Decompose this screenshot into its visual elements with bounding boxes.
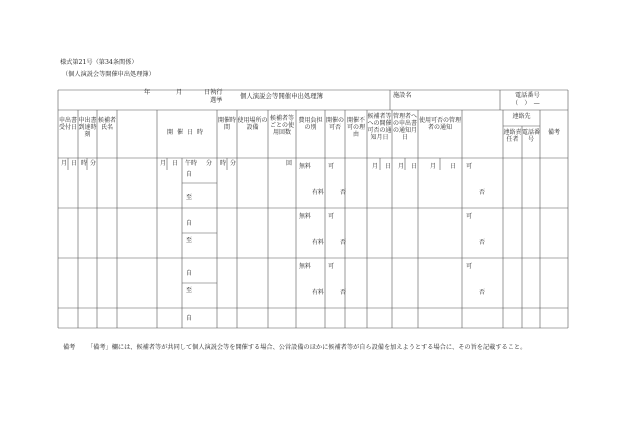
cell-to-r3: 至 [186, 287, 193, 294]
cell-not-ok2-r3: 否 [479, 289, 486, 296]
form-number: 様式第21号（第34条関係） [60, 59, 138, 66]
header-usage-approval: 使用可否の管理者の通知 [418, 117, 461, 131]
cell-free-r3: 無料 [299, 263, 312, 270]
header-contact-phone: 電話番号 [522, 129, 541, 143]
cell-ok-2: 可 [466, 163, 473, 170]
cell-from-r2: 自 [186, 220, 193, 227]
month-label: 月 [176, 89, 183, 96]
cell-hour: 時 [81, 160, 88, 167]
cell-free: 無料 [299, 163, 312, 170]
header-candidate-name: 候補者氏名 [97, 117, 116, 131]
cell-afternoon: 午時 [185, 160, 198, 167]
header-remarks: 備考 [547, 129, 560, 136]
cell-from-r4: 自 [186, 315, 193, 322]
register-title: 個人演説会等開催申出処理簿 [240, 92, 324, 100]
cell-times-unit: 回 [286, 160, 293, 167]
day-executed-label: 日執行 [204, 89, 223, 96]
cell-not-ok-r2: 否 [340, 239, 347, 246]
cell-from-r3: 自 [186, 270, 193, 277]
cell-month-5: 月 [398, 163, 405, 170]
cell-day-5: 日 [411, 163, 418, 170]
header-contact: 連絡先 [512, 113, 531, 120]
cell-month-4: 月 [372, 163, 379, 170]
header-holding-datetime: 開催日時 [166, 129, 207, 136]
cell-from: 自 [186, 171, 193, 178]
header-approval: 開催の可否 [325, 117, 344, 131]
header-usage-count: 候補者等ごとの使用回数 [269, 115, 294, 136]
year-label: 年 [144, 89, 151, 96]
cell-paid: 有料 [312, 189, 325, 196]
header-disapproval-reason: 開催不可の理由 [346, 117, 365, 138]
phone-format: （ ） — [512, 100, 540, 107]
cell-not-ok-2: 否 [479, 189, 486, 196]
cell-ok: 可 [328, 163, 335, 170]
cell-minute: 分 [90, 160, 97, 167]
cell-paid-r2: 有料 [312, 239, 325, 246]
facility-label: 施設名 [393, 92, 412, 99]
cell-paid-r3: 有料 [312, 289, 325, 296]
cell-ok-r2: 可 [328, 213, 335, 220]
cell-not-ok2-r2: 否 [479, 239, 486, 246]
header-cost: 費用負担の別 [298, 117, 323, 131]
cell-day: 日 [71, 160, 78, 167]
header-receipt-time: 申出書到達時刻 [78, 117, 97, 138]
cell-month-2: 月 [160, 160, 167, 167]
footnote-label: 備考 [63, 344, 76, 351]
cell-day-6: 日 [450, 163, 457, 170]
cell-minute-2: 分 [206, 160, 213, 167]
cell-not-ok-r3: 否 [340, 289, 347, 296]
cell-month: 月 [61, 160, 68, 167]
header-receipt-date: 申出書受付日 [58, 117, 77, 131]
header-room-used: 使用場所の設備 [237, 117, 268, 131]
cell-minute-3: 分 [230, 160, 237, 167]
cell-day-2: 日 [172, 160, 179, 167]
cell-free-r2: 無料 [299, 213, 312, 220]
cell-ok2-r3: 可 [466, 263, 473, 270]
cell-to-r2: 至 [186, 237, 193, 244]
cell-hour-3: 時 [220, 160, 227, 167]
cell-ok2-r2: 可 [466, 213, 473, 220]
header-holding-hours: 開催時間 [217, 117, 236, 131]
header-contact-person: 連絡責任者 [503, 129, 522, 143]
election-label: 選挙 [210, 97, 223, 104]
footnote-text: 「備考」欄には、候補者等が共同して個人演説会等を開催する場合、公営設備のほかに候補者等が自ら設備を加えようとする場合に、その旨を記載すること。 [87, 344, 527, 351]
header-notify-candidate: 候補者等への開催可否の通知月日 [367, 113, 392, 141]
cell-day-4: 日 [385, 163, 392, 170]
phone-label: 電話番号 [515, 92, 540, 99]
cell-not-ok: 否 [340, 189, 347, 196]
header-notify-manager: 管理者への申出書の通知月日 [392, 113, 417, 141]
cell-ok-r3: 可 [328, 263, 335, 270]
cell-to: 至 [186, 194, 193, 201]
form-title: （個人演説会等開催申出処理簿） [62, 71, 155, 78]
cell-month-6: 月 [430, 163, 437, 170]
